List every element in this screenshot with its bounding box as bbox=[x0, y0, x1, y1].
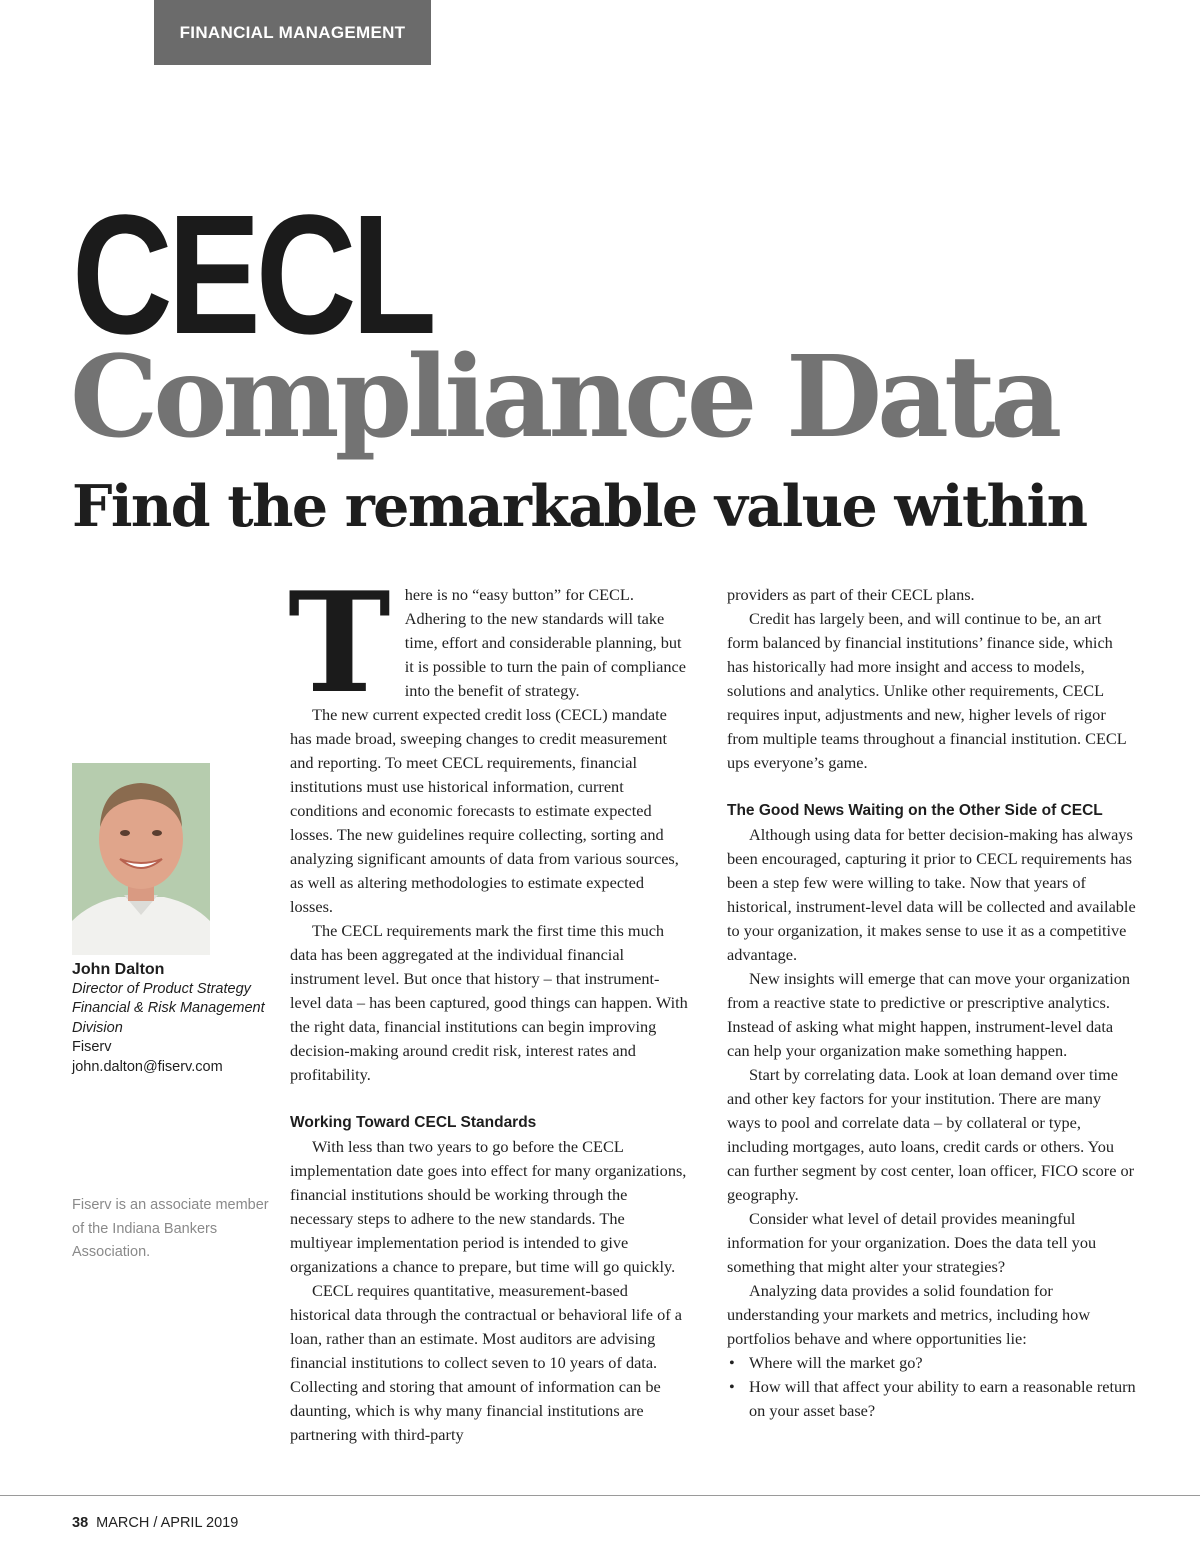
headline-line-1: CECL bbox=[72, 180, 432, 370]
article-paragraph: Credit has largely been, and will continue to be, an art form balanced by financial institutions’ finance side, which has historically had more insight and access to models, solutions and analytics. Unlike other requirements, CECL requires input, adjustments and new, higher levels of rigor from multiple teams throughout a financial institution. CECL ups everyone’s game. bbox=[727, 609, 1127, 772]
article-intro: here is no “easy button” for CECL. Adhering to the new standards will take time, effort and considerable planning, but it is possible to turn the pain of compliance into the benefit of strategy. bbox=[404, 585, 686, 700]
article-column-1 bbox=[288, 561, 690, 1447]
article-paragraph: providers as part of their CECL plans. bbox=[727, 585, 975, 604]
page-footer bbox=[72, 1515, 238, 1531]
article-paragraph: Although using data for better decision-making has always been encouraged, capturing it prior to CECL requirements has been a step few were willing to take. Now that years of historical, instrument-level data will be collected and available to your organization, it makes sense to use it as a competitive advantage. bbox=[727, 825, 1136, 964]
article-paragraph: CECL requires quantitative, measurement-based historical data through the contractual or behavioral life of a loan, rather than an estimate. Most auditors are advising financial institutions to collect seven to 10 years of data. Collecting and storing that amount of information can be daunting, which is why many financial institutions are partnering with third-party bbox=[290, 1281, 682, 1444]
article-paragraph: Analyzing data provides a solid foundation for understanding your markets and metrics, including how portfolios behave and where opportunities lie: bbox=[727, 1281, 1091, 1348]
page-number: 38 bbox=[72, 1515, 89, 1531]
issue-date: MARCH / APRIL 2019 bbox=[96, 1515, 239, 1531]
dropcap: T bbox=[288, 561, 391, 724]
section-label: FINANCIAL MANAGEMENT bbox=[179, 22, 406, 42]
article-paragraph: The new current expected credit loss (CECL) mandate has made broad, sweeping changes to credit measurement and reporting. To meet CECL requirements, financial institutions must use historical information, current conditions and economic forecasts to estimate expected losses. The new guidelines require collecting, sorting and analyzing significant amounts of data from various sources, as well as altering methodologies to estimate expected losses. bbox=[290, 705, 679, 916]
article-paragraph: New insights will emerge that can move your organization from a reactive state to predictive or prescriptive analytics. Instead of asking what might happen, instrument-level data can help your organization make something happen. bbox=[727, 969, 1131, 1060]
headline-subtitle: Find the remarkable value within bbox=[72, 473, 1087, 540]
article-column-2 bbox=[727, 583, 1137, 1423]
section-heading: Working Toward CECL Standards bbox=[290, 1114, 537, 1131]
headline-line-2: Compliance Data bbox=[70, 332, 1058, 463]
bullet-item: • Where will the market go? bbox=[727, 1351, 1137, 1375]
author-portrait-icon bbox=[72, 763, 210, 955]
author-info bbox=[72, 960, 282, 1077]
author-title: Director of Product Strategy bbox=[72, 980, 251, 997]
bullet-list bbox=[727, 1351, 1137, 1423]
footer-divider bbox=[0, 1495, 1200, 1496]
section-tab bbox=[154, 0, 431, 65]
article-paragraph: Consider what level of detail provides meaningful information for your organization. Does the data tell you something that might alter your strategies? bbox=[727, 1209, 1097, 1276]
bullet-item: • How will that affect your ability to earn a reasonable return on your asset base? bbox=[727, 1375, 1137, 1423]
author-name: John Dalton bbox=[72, 961, 165, 978]
article-paragraph: Start by correlating data. Look at loan demand over time and other key factors for your institution. There are many ways to pool and correlate data – by collateral or type, including mortgages, auto loans, credit cards or others. You can further segment by cost center, loan officer, FICO score or geography. bbox=[727, 1065, 1135, 1204]
author-photo bbox=[72, 763, 210, 955]
section-heading: The Good News Waiting on the Other Side of CECL bbox=[727, 802, 1103, 819]
article-paragraph: With less than two years to go before the CECL implementation date goes into effect for many organizations, financial institutions should be working through the necessary steps to adhere to the new standards. The multiyear implementation period is intended to give organizations a chance to prepare, but time will go quickly. bbox=[290, 1137, 687, 1276]
author-company: Fiserv bbox=[72, 1039, 112, 1055]
author-division: Financial & Risk Management Division bbox=[72, 1000, 265, 1036]
author-email: john.dalton@fiserv.com bbox=[72, 1058, 223, 1075]
article-paragraph: The CECL requirements mark the first time this much data has been aggregated at the individual financial instrument level. But once that history – that instrument-level data – has been captured, good things can happen. With the right data, financial institutions can begin improving decision-making around credit risk, interest rates and profitability. bbox=[290, 921, 688, 1084]
member-note: Fiserv is an associate member of the Indiana Bankers Association. bbox=[72, 1197, 269, 1260]
